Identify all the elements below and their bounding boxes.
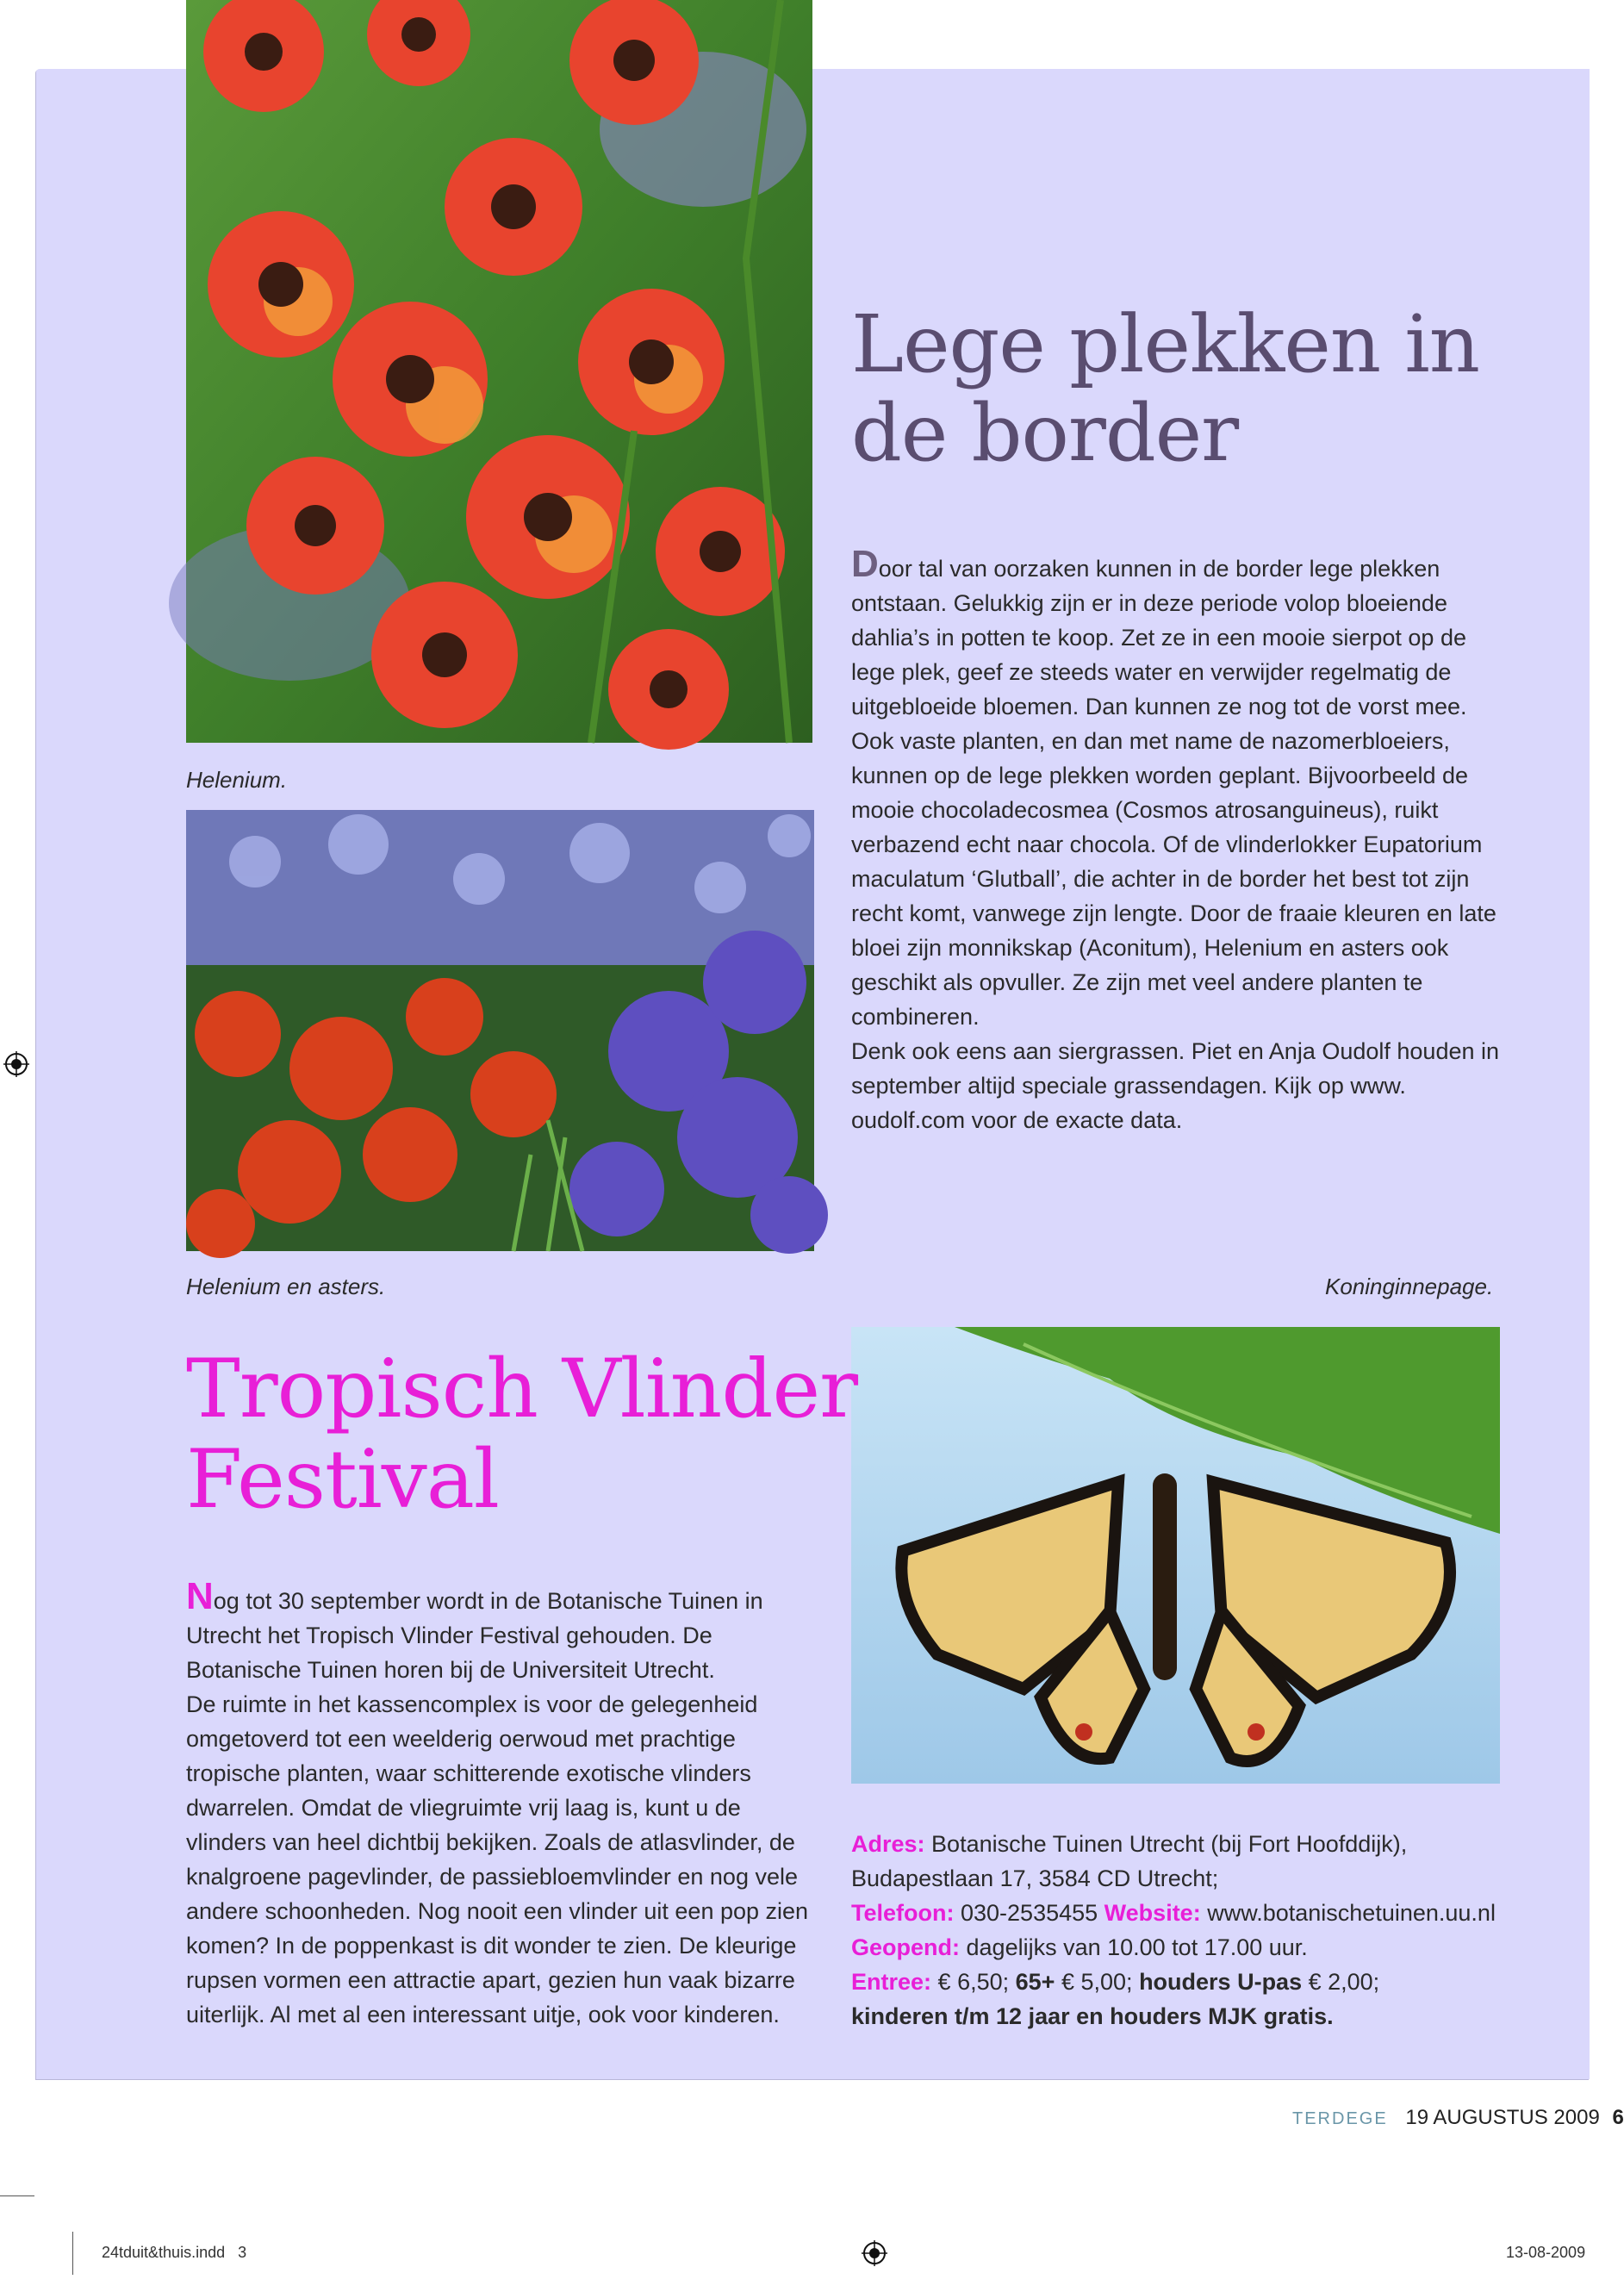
info-free: kinderen t/m 12 jaar en houders MJK gratis. bbox=[851, 2003, 1334, 2029]
article1-title bbox=[851, 298, 1479, 480]
caption-helenium: Helenium. bbox=[186, 767, 288, 793]
info-adres bbox=[851, 1827, 1540, 1896]
article1-paragraph1 bbox=[851, 543, 1506, 1034]
geopend-label: Geopend: bbox=[851, 1934, 960, 1960]
info-block bbox=[851, 1827, 1540, 2034]
article2-title-line1: Tropisch Vlinder bbox=[186, 1342, 858, 1436]
website-label: Website: bbox=[1104, 1900, 1201, 1926]
telefoon-label: Telefoon: bbox=[851, 1900, 955, 1926]
article1-title-line1: Lege plekken in bbox=[851, 298, 1479, 390]
article2-paragraph1-text: og tot 30 september wordt in de Botanische Tuinen in Utrecht het Tropisch Vlinder Festival gehouden. De Botanische Tuinen horen bij de Universiteit Utrecht. bbox=[186, 1588, 763, 1683]
article2-title bbox=[186, 1344, 857, 1526]
entree-label: Entree: bbox=[851, 1969, 932, 1995]
crop-mark-bottom bbox=[72, 2232, 73, 2275]
website-value: www.botanischetuinen.uu.nl bbox=[1207, 1900, 1496, 1926]
helenium-photo bbox=[186, 0, 812, 743]
slug-date: 13-08-2009 bbox=[1506, 2244, 1586, 2261]
article2-paragraph1 bbox=[186, 1575, 824, 1687]
article2-body bbox=[186, 1575, 824, 2032]
caption-koninginnepage: Koninginnepage. bbox=[1325, 1274, 1494, 1299]
magazine-name: TERDEGE bbox=[1292, 2109, 1388, 2128]
senior-price: € 5,00; bbox=[1061, 1969, 1133, 1995]
article1-paragraph2: Denk ook eens aan siergrassen. Piet en Anja Oudolf houden in september altijd speciale grassendagen. Kijk op www. oudolf.com voor de exacte data. bbox=[851, 1038, 1500, 1133]
registration-mark-bottom-icon bbox=[862, 2240, 887, 2266]
registration-mark-icon bbox=[3, 1051, 29, 1077]
telefoon-value: 030-2535455 bbox=[961, 1900, 1098, 1926]
article2-title-line2: Festival bbox=[186, 1433, 499, 1528]
info-geopend bbox=[851, 1930, 1540, 1965]
butterfly-photo bbox=[851, 1327, 1500, 1784]
upas-label: houders U-pas bbox=[1139, 1969, 1303, 1995]
article1-dropcap: D bbox=[851, 543, 879, 585]
article1-body bbox=[851, 543, 1506, 1137]
adres-label: Adres: bbox=[851, 1831, 925, 1857]
slug-file: 24tduit&thuis.indd 3 bbox=[102, 2244, 247, 2261]
article2-dropcap: N bbox=[186, 1575, 214, 1617]
issue-date: 19 AUGUSTUS 2009 bbox=[1405, 2106, 1600, 2129]
article2-paragraph2: De ruimte in het kassencomplex is voor de gelegenheid omgetoverd tot een weelderig oerwoud met prachtige tropische planten, waar schitterende exotische vlinders dwarrelen. Omdat de vliegruimte vrij laag is, kunt u de vlinders van heel dichtbij bekijken. Zoals de atlasvlinder, de knalgroene pagevlinder, de passiebloemvlinder en nog vele andere schoonheden. Nog nooit een vlinder uit een pop zien komen? In de poppenkast is dit wonder te zien. De kleurige rupsen vormen een attractie apart, gezien hun vaak bizarre uiterlijk. Al met al een interessant uitje, ook voor kinderen. bbox=[186, 1691, 809, 2027]
adres-value: Botanische Tuinen Utrecht (bij Fort Hoofddijk), Budapestlaan 17, 3584 CD Utrecht; bbox=[851, 1831, 1408, 1891]
article1-title-line2: de border bbox=[851, 387, 1239, 480]
info-entree bbox=[851, 1965, 1540, 1999]
caption-helenium-asters: Helenium en asters. bbox=[186, 1274, 386, 1299]
page-footer bbox=[1292, 2106, 1624, 2130]
page-number: 6 bbox=[1612, 2106, 1624, 2129]
info-contact bbox=[851, 1896, 1540, 1930]
upas-price: € 2,00; bbox=[1308, 1969, 1380, 1995]
article1-paragraph1-text: oor tal van oorzaken kunnen in de border lege plekken ontstaan. Gelukkig zijn er in deze periode volop bloeiende dahlia’s in potten te koop. Zet ze in een mooie sierpot op de lege plek, geef ze steeds water en verwijder regelmatig de uitgebloeide bloemen. Dan kunnen ze nog tot de vorst mee. Ook vaste planten, en dan met name de nazomerbloeiers, kunnen op de lege plekken worden geplant. Bijvoorbeeld de mooie chocoladecosmea (Cosmos atrosanguineus), ruikt verbazend echt naar chocola. Of de vlinderlokker Eupatorium maculatum ‘Glutball’, die achter in de border het best tot zijn recht komt, vanwege zijn lengte. Door de fraaie kleuren en late bloei zijn monnikskap (Aconitum), Helenium en asters ook geschikt als opvuller. Ze zijn met veel andere planten te combineren. bbox=[851, 556, 1496, 1030]
senior-label: 65+ bbox=[1015, 1969, 1055, 1995]
geopend-value: dagelijks van 10.00 tot 17.00 uur. bbox=[966, 1934, 1308, 1960]
crop-mark-left bbox=[0, 2195, 34, 2196]
entree-price: € 6,50; bbox=[937, 1969, 1010, 1995]
helenium-asters-photo bbox=[186, 810, 814, 1251]
